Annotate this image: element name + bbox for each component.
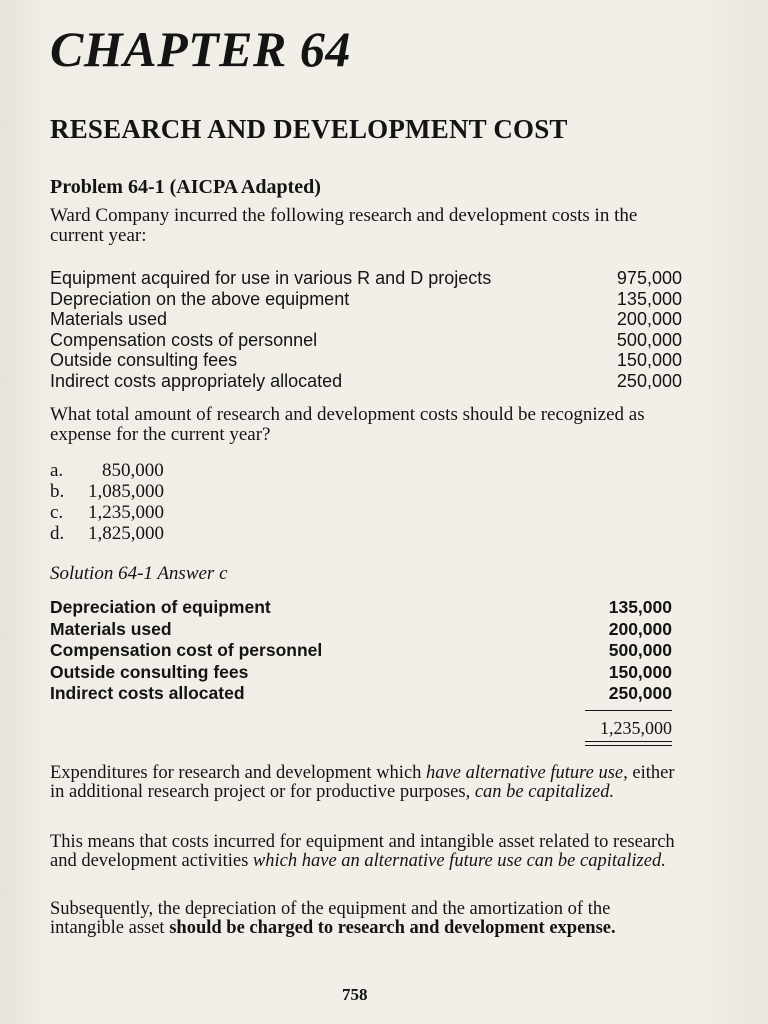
- cost-amount: 200,000: [616, 309, 682, 329]
- section-heading: RESEARCH AND DEVELOPMENT COST: [50, 114, 568, 144]
- chapter-title: CHAPTER 64: [50, 21, 351, 77]
- expl2-text-b: which have an alternative future use can be capitalized.: [252, 851, 666, 871]
- solution-amount: 500,000: [608, 640, 672, 660]
- solution-amount: 135,000: [608, 597, 672, 617]
- explanation-paragraph-2: [50, 833, 680, 871]
- page-number: 758: [342, 985, 368, 1004]
- solution-row: [50, 683, 672, 705]
- cost-row: [50, 289, 682, 310]
- solution-amount: 150,000: [608, 661, 672, 682]
- cost-list: [50, 268, 682, 391]
- choice-value: 1,085,000: [88, 481, 164, 502]
- cost-amount: 250,000: [616, 370, 682, 391]
- solution-list: [50, 597, 672, 705]
- cost-label: Compensation costs of personnel: [50, 329, 318, 350]
- cost-label: Equipment acquired for use in various R and D projects: [50, 268, 492, 288]
- cost-label: Indirect costs appropriately allocated: [50, 370, 343, 391]
- solution-label: Compensation cost of personnel: [50, 640, 323, 660]
- explanation-paragraph-3: [50, 900, 680, 938]
- problem-title: Problem 64-1 (AICPA Adapted): [50, 176, 321, 198]
- choice-value: 1,825,000: [88, 523, 164, 544]
- cost-amount: 500,000: [616, 329, 682, 350]
- solution-row: [50, 662, 672, 684]
- cost-row: [50, 371, 682, 392]
- solution-label: Indirect costs allocated: [50, 683, 245, 703]
- expl3-text-a: Subsequently, the depreciation of the equipment and the amortization of the intangible asset: [50, 899, 611, 938]
- expl2-text-a: This means that costs incurred for equipment and intangible asset related to research and development activities: [50, 832, 675, 871]
- solution-amount: 200,000: [608, 618, 672, 639]
- problem-intro: Ward Company incurred the following research and development costs in the current year:: [50, 205, 638, 246]
- solution-title: Solution 64-1 Answer c: [50, 563, 228, 584]
- cost-row: [50, 350, 682, 371]
- cost-amount: 975,000: [616, 268, 682, 288]
- expl1-text-d: can be capitalized.: [474, 782, 615, 802]
- solution-row: [50, 597, 672, 619]
- choice-item: [50, 523, 164, 544]
- choice-item: [50, 502, 164, 523]
- solution-label: Depreciation of equipment: [50, 597, 271, 617]
- cost-row: [50, 309, 682, 330]
- expl3-text-b: should be charged to research and development expense.: [169, 918, 616, 938]
- question-text: What total amount of research and development costs should be recognized as expense for the current year?: [50, 404, 645, 445]
- cost-amount: 135,000: [616, 288, 682, 309]
- cost-label: Materials used: [50, 309, 168, 329]
- solution-amount: 250,000: [608, 683, 672, 703]
- cost-amount: 150,000: [616, 350, 682, 370]
- cost-label: Outside consulting fees: [50, 350, 238, 370]
- solution-label: Outside consulting fees: [50, 661, 249, 682]
- cost-label: Depreciation on the above equipment: [50, 288, 350, 309]
- expl1-text-a: Expenditures for research and development which: [50, 763, 427, 783]
- choice-item: [50, 460, 164, 481]
- solution-total: 1,235,000: [600, 718, 672, 738]
- choice-value: 850,000: [102, 460, 164, 481]
- choice-letter: a.: [50, 460, 64, 481]
- solution-row: [50, 640, 672, 662]
- double-underline-bottom: [585, 745, 672, 746]
- choice-item: [50, 481, 164, 502]
- answer-choices: [50, 460, 164, 544]
- choice-letter: b.: [50, 481, 65, 502]
- choice-letter: d.: [50, 523, 65, 544]
- explanation-paragraph-1: [50, 764, 680, 802]
- solution-row: [50, 619, 672, 641]
- choice-value: 1,235,000: [88, 502, 164, 523]
- expl1-text-c: either in additional research project or for productive purposes,: [50, 763, 675, 802]
- total-rule: [585, 710, 672, 711]
- solution-label: Materials used: [50, 618, 172, 639]
- choice-letter: c.: [50, 502, 64, 523]
- cost-row: [50, 330, 682, 351]
- expl1-text-b: have alternative future use,: [426, 763, 628, 783]
- cost-row: [50, 268, 682, 289]
- double-underline-top: [585, 741, 672, 742]
